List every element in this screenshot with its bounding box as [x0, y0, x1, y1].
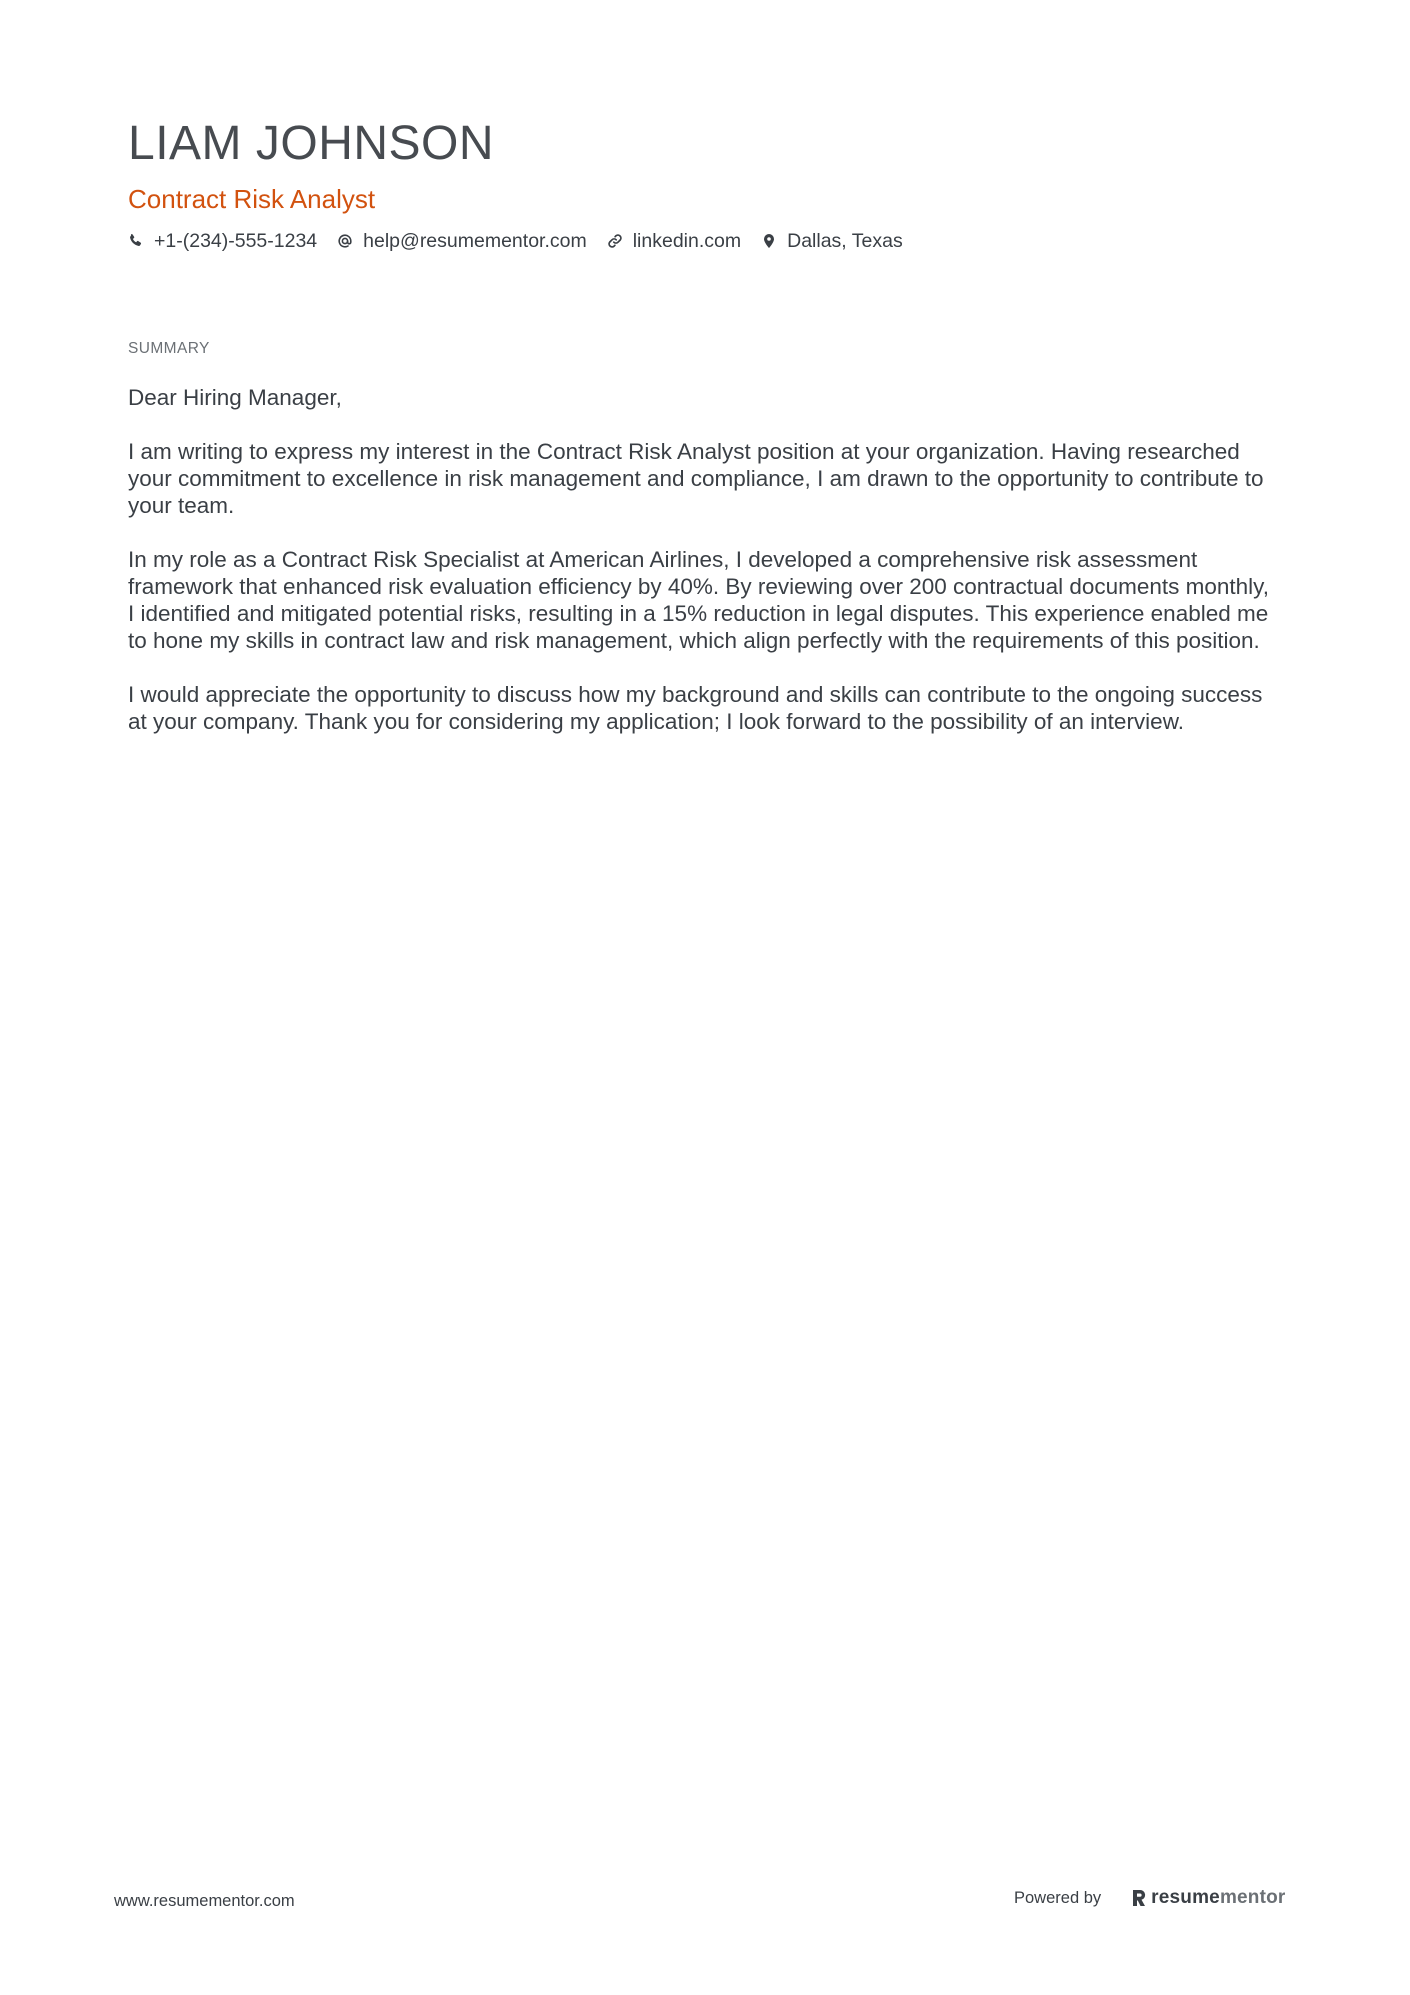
email-text: help@resumementor.com — [363, 229, 587, 252]
phone-icon — [128, 233, 144, 249]
resumementor-logo-icon — [1131, 1888, 1147, 1908]
powered-by-label: Powered by — [1014, 1888, 1102, 1907]
link-icon — [607, 233, 623, 249]
contact-email[interactable] — [337, 230, 587, 253]
contact-phone[interactable] — [128, 230, 317, 253]
brand-text-resume: resume — [1151, 1887, 1220, 1908]
contact-location — [761, 230, 903, 253]
letter-body — [128, 384, 1278, 762]
footer-website[interactable]: www.resumementor.com — [114, 1892, 295, 1910]
summary-heading: SUMMARY — [128, 340, 210, 357]
salutation: Dear Hiring Manager, — [128, 385, 342, 410]
footer-branding — [1014, 1884, 1286, 1912]
paragraph-intro: I am writing to express my interest in the Contract Risk Analyst position at your organization. Having researched your commitment to excellence in risk management and compliance, I am drawn to the opportunity to contribute to your team. — [128, 439, 1264, 518]
job-title: Contract Risk Analyst — [128, 184, 376, 214]
linkedin-text: linkedin.com — [632, 229, 742, 252]
at-icon — [337, 233, 353, 249]
candidate-name: LIAM JOHNSON — [128, 117, 495, 170]
location-pin-icon — [761, 233, 777, 249]
paragraph-experience: In my role as a Contract Risk Specialist at American Airlines, I developed a comprehensive risk assessment framework that enhanced risk evaluation efficiency by 40%. By reviewing over 200 contractual documents monthly, I identified and mitigated potential risks, resulting in a 15% reduction in legal disputes. This experience enabled me to hone my skills in contract law and risk management, which align perfectly with the requirements of this position. — [128, 547, 1270, 653]
contact-bar — [128, 226, 923, 256]
phone-text: +1-(234)-555-1234 — [154, 229, 318, 252]
resumementor-logo[interactable] — [1131, 1887, 1285, 1909]
brand-text-mentor: mentor — [1219, 1887, 1286, 1908]
location-text: Dallas, Texas — [787, 229, 903, 252]
paragraph-closing: I would appreciate the opportunity to discuss how my background and skills can contribute to the ongoing success at your company. Thank you for considering my application; I look forward to the possibility of an interview. — [128, 682, 1263, 734]
contact-linkedin[interactable] — [607, 230, 741, 253]
